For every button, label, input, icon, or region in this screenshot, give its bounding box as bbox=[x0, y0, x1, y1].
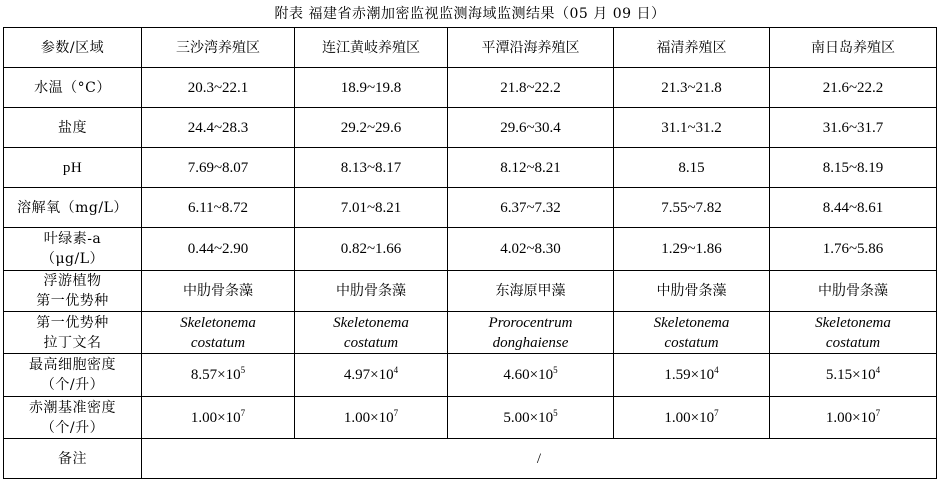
latin-genus: Skeletonema bbox=[815, 314, 891, 331]
table-cell bbox=[614, 312, 770, 354]
table-cell bbox=[295, 397, 448, 439]
table-cell: 31.1~31.2 bbox=[614, 108, 770, 148]
table-cell bbox=[770, 312, 937, 354]
latin-species: costatum bbox=[343, 334, 399, 351]
table-cell: 1.76~5.86 bbox=[770, 228, 937, 271]
row-label-line: （μg/L） bbox=[40, 251, 105, 267]
value-exponent: 5 bbox=[553, 407, 558, 418]
value-exponent: 7 bbox=[240, 407, 246, 418]
table-cell: 21.6~22.2 bbox=[770, 68, 937, 108]
table-cell: 中肋骨条藻 bbox=[770, 271, 937, 312]
row-label-line: 赤潮基准密度 bbox=[29, 399, 116, 416]
row-label bbox=[4, 312, 142, 354]
table-cell: 0.82~1.66 bbox=[295, 228, 448, 271]
table-cell: 东海原甲藻 bbox=[448, 271, 614, 312]
row-label: 溶解氧（mg/L） bbox=[4, 188, 142, 228]
value-exponent: 7 bbox=[393, 407, 399, 418]
latin-species: costatum bbox=[190, 334, 246, 351]
value-mantissa: 1.00×10 bbox=[190, 409, 241, 426]
table-cell: 中肋骨条藻 bbox=[614, 271, 770, 312]
table-cell: 8.15 bbox=[614, 148, 770, 188]
table-cell: 7.01~8.21 bbox=[295, 188, 448, 228]
row-label: pH bbox=[4, 148, 142, 188]
table-cell bbox=[770, 354, 937, 397]
table-row bbox=[4, 228, 937, 271]
table-cell bbox=[295, 354, 448, 397]
row-label bbox=[4, 228, 142, 271]
row-label-line: 浮游植物 bbox=[43, 273, 102, 289]
table-cell: 6.11~8.72 bbox=[142, 188, 295, 228]
row-label-line: 叶绿素-a bbox=[43, 231, 102, 247]
row-label bbox=[4, 354, 142, 397]
value-mantissa: 5.15×10 bbox=[825, 367, 876, 383]
value-mantissa: 1.00×10 bbox=[343, 409, 394, 426]
value-mantissa: 5.00×10 bbox=[503, 409, 554, 426]
row-label bbox=[4, 397, 142, 439]
row-label: 盐度 bbox=[4, 108, 142, 148]
table-row bbox=[4, 148, 937, 188]
row-label bbox=[4, 271, 142, 312]
row-label-line: 第一优势种 bbox=[36, 314, 109, 331]
header-row bbox=[4, 28, 937, 68]
table-cell: 8.44~8.61 bbox=[770, 188, 937, 228]
value-exponent: 4 bbox=[714, 365, 719, 375]
header-param: 参数/区域 bbox=[4, 28, 142, 68]
table-row bbox=[4, 397, 937, 439]
latin-species: costatum bbox=[825, 334, 881, 351]
table-cell: 21.3~21.8 bbox=[614, 68, 770, 108]
table-cell bbox=[448, 312, 614, 354]
latin-species: donghaiense bbox=[492, 334, 569, 351]
value-mantissa: 4.97×10 bbox=[343, 367, 394, 383]
monitoring-results-table bbox=[3, 27, 937, 479]
value-exponent: 5 bbox=[240, 365, 246, 375]
latin-genus: Skeletonema bbox=[653, 314, 730, 331]
value-exponent: 4 bbox=[875, 365, 881, 375]
row-label-line: （个/升） bbox=[40, 377, 105, 393]
table-cell bbox=[142, 312, 295, 354]
latin-genus: Prorocentrum bbox=[488, 314, 573, 331]
header-area: 福清养殖区 bbox=[614, 28, 770, 68]
remarks-cell: / bbox=[142, 439, 937, 479]
table-cell: 6.37~7.32 bbox=[448, 188, 614, 228]
table-row bbox=[4, 312, 937, 354]
table-caption: 附表 福建省赤潮加密监视监测海域监测结果（05 月 09 日） bbox=[274, 6, 666, 22]
table-cell: 8.13~8.17 bbox=[295, 148, 448, 188]
header-area: 平潭沿海养殖区 bbox=[448, 28, 614, 68]
table-cell: 21.8~22.2 bbox=[448, 68, 614, 108]
table-cell: 31.6~31.7 bbox=[770, 108, 937, 148]
table-cell: 18.9~19.8 bbox=[295, 68, 448, 108]
value-mantissa: 1.59×10 bbox=[664, 367, 715, 383]
table-cell: 24.4~28.3 bbox=[142, 108, 295, 148]
row-label-line: 第一优势种 bbox=[36, 293, 109, 309]
table-cell: 4.02~8.30 bbox=[448, 228, 614, 271]
table-cell bbox=[448, 397, 614, 439]
table-row bbox=[4, 68, 937, 108]
table-cell bbox=[770, 397, 937, 439]
header-area: 南日岛养殖区 bbox=[770, 28, 937, 68]
latin-species: costatum bbox=[664, 334, 719, 351]
row-label-line: 拉丁文名 bbox=[43, 334, 102, 351]
row-label-line: （个/升） bbox=[40, 419, 105, 436]
table-cell bbox=[448, 354, 614, 397]
table-cell: 中肋骨条藻 bbox=[142, 271, 295, 312]
value-mantissa: 1.00×10 bbox=[825, 409, 876, 426]
table-cell: 0.44~2.90 bbox=[142, 228, 295, 271]
table-cell: 29.2~29.6 bbox=[295, 108, 448, 148]
table-row bbox=[4, 354, 937, 397]
table-cell bbox=[295, 312, 448, 354]
table-cell bbox=[614, 397, 770, 439]
remarks-row bbox=[4, 439, 937, 479]
header-area: 三沙湾养殖区 bbox=[142, 28, 295, 68]
table-cell: 8.12~8.21 bbox=[448, 148, 614, 188]
value-exponent: 7 bbox=[714, 407, 719, 418]
table-cell bbox=[142, 354, 295, 397]
table-cell: 7.55~7.82 bbox=[614, 188, 770, 228]
value-mantissa: 1.00×10 bbox=[664, 409, 715, 426]
value-exponent: 5 bbox=[553, 365, 558, 375]
header-area: 连江黄岐养殖区 bbox=[295, 28, 448, 68]
row-label: 水温（°C） bbox=[4, 68, 142, 108]
row-label-line: 最高细胞密度 bbox=[29, 357, 116, 373]
table-cell bbox=[614, 354, 770, 397]
latin-genus: Skeletonema bbox=[180, 314, 256, 331]
value-exponent: 7 bbox=[875, 407, 881, 418]
table-cell: 8.15~8.19 bbox=[770, 148, 937, 188]
table-row bbox=[4, 188, 937, 228]
row-label: 备注 bbox=[4, 439, 142, 479]
table-row bbox=[4, 271, 937, 312]
value-mantissa: 4.60×10 bbox=[503, 367, 554, 383]
latin-genus: Skeletonema bbox=[333, 314, 409, 331]
table-row bbox=[4, 108, 937, 148]
value-mantissa: 8.57×10 bbox=[190, 367, 241, 383]
table-cell: 1.29~1.86 bbox=[614, 228, 770, 271]
table-cell: 7.69~8.07 bbox=[142, 148, 295, 188]
table-cell: 20.3~22.1 bbox=[142, 68, 295, 108]
table-cell: 中肋骨条藻 bbox=[295, 271, 448, 312]
table-cell bbox=[142, 397, 295, 439]
table-cell: 29.6~30.4 bbox=[448, 108, 614, 148]
value-exponent: 4 bbox=[393, 365, 399, 375]
